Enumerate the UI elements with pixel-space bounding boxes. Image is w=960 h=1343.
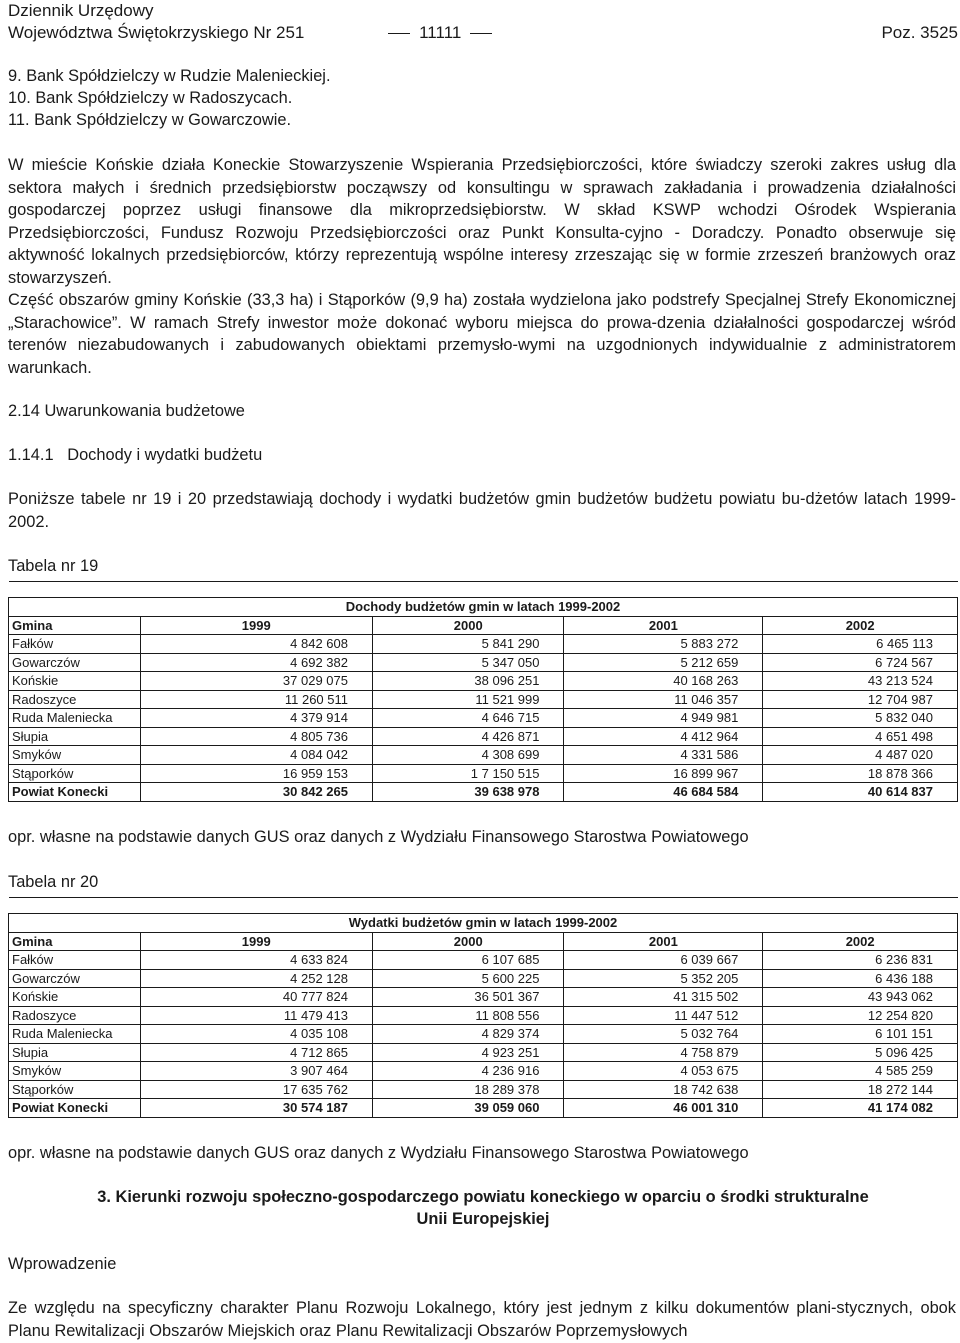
- table-cell: Stąporków: [9, 764, 141, 783]
- table-cell: 4 379 914: [140, 709, 373, 728]
- column-header: 1999: [140, 932, 373, 951]
- table-cell: 38 096 251: [373, 672, 564, 691]
- table-caption: Wydatki budżetów gmin w latach 1999-2002: [9, 914, 958, 933]
- dash-right: [470, 33, 492, 34]
- table-cell: Radoszyce: [9, 690, 141, 709]
- table-cell: Słupia: [9, 1043, 141, 1062]
- table-19: [8, 581, 958, 802]
- table-caption-row: [9, 598, 958, 617]
- source-note-1: opr. własne na podstawie danych GUS oraz danych z Wydziału Finansowego Starostwa Powiatowego: [8, 828, 749, 846]
- table-header-row: [9, 616, 958, 635]
- table-cell: 6 039 667: [564, 951, 763, 970]
- table-cell: 5 600 225: [373, 969, 564, 988]
- table-cell: 41 315 502: [564, 988, 763, 1007]
- table-cell: 6 101 151: [763, 1025, 958, 1044]
- table-19-label: Tabela nr 19: [8, 557, 99, 575]
- table-cell: 6 236 831: [763, 951, 958, 970]
- column-header: 2000: [373, 932, 564, 951]
- table-top-gap: [9, 582, 958, 598]
- table-cell: 6 107 685: [373, 951, 564, 970]
- table-cell: 37 029 075: [140, 672, 373, 691]
- table-cell: 18 878 366: [763, 764, 958, 783]
- table-cell: 6 724 567: [763, 653, 958, 672]
- table-cell: 5 832 040: [763, 709, 958, 728]
- table-cell: 4 758 879: [564, 1043, 763, 1062]
- table-cell: 4 252 128: [140, 969, 373, 988]
- table-cell: Smyków: [9, 1062, 141, 1081]
- table-cell: 4 426 871: [373, 727, 564, 746]
- table-cell: 4 412 964: [564, 727, 763, 746]
- table-cell: 5 352 205: [564, 969, 763, 988]
- table-cell: 11 046 357: [564, 690, 763, 709]
- position-number: Poz. 3525: [881, 23, 958, 42]
- table-cell: 4 487 020: [763, 746, 958, 765]
- table-cell: 5 212 659: [564, 653, 763, 672]
- column-header: 1999: [140, 616, 373, 635]
- table-cell: 18 272 144: [763, 1080, 958, 1099]
- table-cell: 43 213 524: [763, 672, 958, 691]
- table-row: [9, 1006, 958, 1025]
- table-cell: 4 236 916: [373, 1062, 564, 1081]
- paragraph-tables-intro: Poniższe tabele nr 19 i 20 przedstawiają dochody i wydatki budżetów gmin budżetów budżetu powiatu bu-dżetów latach 1999-2002.: [8, 490, 956, 531]
- table-row: [9, 1062, 958, 1081]
- table-cell: 4 331 586: [564, 746, 763, 765]
- table-cell: Smyków: [9, 746, 141, 765]
- table-cell: 36 501 367: [373, 988, 564, 1007]
- table-cell: 4 829 374: [373, 1025, 564, 1044]
- table-cell: Gowarczów: [9, 653, 141, 672]
- table-row: [9, 690, 958, 709]
- table-cell: 17 635 762: [140, 1080, 373, 1099]
- page-header: [8, 0, 958, 44]
- table-cell: 5 032 764: [564, 1025, 763, 1044]
- table-cell: 12 704 987: [763, 690, 958, 709]
- column-header: Gmina: [9, 932, 141, 951]
- table-cell: 4 585 259: [763, 1062, 958, 1081]
- table-cell: 4 805 736: [140, 727, 373, 746]
- table-row: [9, 672, 958, 691]
- table-cell: 4 651 498: [763, 727, 958, 746]
- table-cell: 40 777 824: [140, 988, 373, 1007]
- table-row: [9, 746, 958, 765]
- table-cell: 4 923 251: [373, 1043, 564, 1062]
- table-cell: 46 684 584: [564, 783, 763, 802]
- table-cell: 18 289 378: [373, 1080, 564, 1099]
- table-cell: 4 035 108: [140, 1025, 373, 1044]
- chapter-3-heading-line2: Unii Europejskiej: [416, 1210, 550, 1228]
- table-cell: 39 638 978: [373, 783, 564, 802]
- table-cell: 4 646 715: [373, 709, 564, 728]
- table-cell: 5 347 050: [373, 653, 564, 672]
- bank-list: [8, 65, 956, 131]
- table-total-row: [9, 1099, 958, 1118]
- source-note-2: opr. własne na podstawie danych GUS oraz danych z Wydziału Finansowego Starostwa Powiatowego: [8, 1144, 749, 1162]
- table-cell: 5 883 272: [564, 635, 763, 654]
- table-cell: 30 574 187: [140, 1099, 373, 1118]
- dash-left: [388, 33, 410, 34]
- paragraph-sse: Część obszarów gminy Końskie (33,3 ha) i Stąporków (9,9 ha) została wydzielona jako podstrefy Specjalnej Strefy Ekonomicznej „Starachowice”. W ramach Strefy inwestor może dokonać wyboru miejsca do prowa-dzenia działalności gospodarczej wśród terenów niezabudowanych i zabudowanych obiektami przemysło-wymi na uzgodnionych indywidualnie z administratorem warunkach.: [8, 291, 956, 377]
- table-cell: 39 059 060: [373, 1099, 564, 1118]
- table-cell: 5 096 425: [763, 1043, 958, 1062]
- table-cell: 40 614 837: [763, 783, 958, 802]
- table-cell: 3 907 464: [140, 1062, 373, 1081]
- table-cell: 18 742 638: [564, 1080, 763, 1099]
- table-cell: Ruda Maleniecka: [9, 1025, 141, 1044]
- table-row: [9, 653, 958, 672]
- table-caption: Dochody budżetów gmin w latach 1999-2002: [9, 598, 958, 617]
- table-cell: Słupia: [9, 727, 141, 746]
- table-cell: 11 447 512: [564, 1006, 763, 1025]
- table-caption-row: [9, 914, 958, 933]
- table-row: [9, 635, 958, 654]
- table-cell: 46 001 310: [564, 1099, 763, 1118]
- table-cell: 4 842 608: [140, 635, 373, 654]
- paragraph-kswp: W mieście Końskie działa Koneckie Stowarzyszenie Wspierania Przedsiębiorczości, które świadczy szeroki zakres usług dla sektora małych i średnich przedsiębiorstw począwszy od konsultingu w sprawach zakładania i prowadzenia działalności gospodarczej poprzez usługi finansowe dla mikroprzedsiębiorstw. W skład KSWP wchodzi Ośrodek Wspierania Przedsiębiorczości, Fundusz Rozwoju Przedsiębiorczości oraz Punkt Konsulta-cyjno - Doradczy. Ponadto obserwuje się aktywność lokalnych przedsiębiorców, którzy reprezentują wspólne interesy zrzeszając się w formie zrzeszeń branżowych oraz stowarzyszeń.: [8, 156, 956, 287]
- section-heading-1-14-1: 1.14.1 Dochody i wydatki budżetu: [8, 446, 263, 464]
- list-item: 10. Bank Spółdzielczy w Radoszycach.: [8, 89, 293, 107]
- column-header: 2002: [763, 616, 958, 635]
- table-row: [9, 709, 958, 728]
- table-cell: 11 808 556: [373, 1006, 564, 1025]
- table-cell: 12 254 820: [763, 1006, 958, 1025]
- table-cell: Fałków: [9, 951, 141, 970]
- table-cell: 11 260 511: [140, 690, 373, 709]
- table-cell: 6 436 188: [763, 969, 958, 988]
- page-number-group: [384, 22, 496, 44]
- section-heading-2-14: 2.14 Uwarunkowania budżetowe: [8, 402, 245, 420]
- table-cell: 4 633 824: [140, 951, 373, 970]
- table-cell: Powiat Konecki: [9, 1099, 141, 1118]
- table-cell: 4 949 981: [564, 709, 763, 728]
- introduction-heading: Wprowadzenie: [8, 1255, 117, 1273]
- table-cell: Powiat Konecki: [9, 783, 141, 802]
- column-header: 2001: [564, 616, 763, 635]
- column-header: 2001: [564, 932, 763, 951]
- list-item: 11. Bank Spółdzielczy w Gowarczowie.: [8, 111, 292, 129]
- column-header: Gmina: [9, 616, 141, 635]
- table-row: [9, 951, 958, 970]
- table-row: [9, 1080, 958, 1099]
- table-top-gap: [9, 898, 958, 914]
- table-20: [8, 897, 958, 1118]
- table-cell: Fałków: [9, 635, 141, 654]
- table-20-label: Tabela nr 20: [8, 873, 99, 891]
- table-cell: 4 053 675: [564, 1062, 763, 1081]
- table-cell: 11 479 413: [140, 1006, 373, 1025]
- table-cell: Stąporków: [9, 1080, 141, 1099]
- table-cell: Gowarczów: [9, 969, 141, 988]
- table-cell: 16 899 967: [564, 764, 763, 783]
- chapter-3-heading: [8, 1186, 958, 1230]
- table-row: [9, 1025, 958, 1044]
- table-row: [9, 988, 958, 1007]
- table-cell: 4 308 699: [373, 746, 564, 765]
- table-row: [9, 1043, 958, 1062]
- table-cell: 4 712 865: [140, 1043, 373, 1062]
- table-cell: 41 174 082: [763, 1099, 958, 1118]
- page-number: 11111: [419, 23, 462, 42]
- table-cell: 30 842 265: [140, 783, 373, 802]
- chapter-3-heading-line1: 3. Kierunki rozwoju społeczno-gospodarczego powiatu koneckiego w oparciu o środki strukturalne: [97, 1188, 869, 1206]
- table-row: [9, 727, 958, 746]
- table-cell: Radoszyce: [9, 1006, 141, 1025]
- table-cell: Końskie: [9, 672, 141, 691]
- table-cell: 43 943 062: [763, 988, 958, 1007]
- column-header: 2002: [763, 932, 958, 951]
- column-header: 2000: [373, 616, 564, 635]
- list-item: 9. Bank Spółdzielczy w Rudzie Malenieckiej.: [8, 67, 331, 85]
- table-cell: 4 084 042: [140, 746, 373, 765]
- publisher-line: Województwa Świętokrzyskiego Nr 251: [8, 23, 305, 42]
- table-row: [9, 764, 958, 783]
- table-cell: 5 841 290: [373, 635, 564, 654]
- table-cell: 4 692 382: [140, 653, 373, 672]
- table-row: [9, 969, 958, 988]
- table-cell: Ruda Maleniecka: [9, 709, 141, 728]
- journal-title: Dziennik Urzędowy: [8, 1, 154, 20]
- table-cell: 40 168 263: [564, 672, 763, 691]
- table-header-row: [9, 932, 958, 951]
- table-cell: 11 521 999: [373, 690, 564, 709]
- table-total-row: [9, 783, 958, 802]
- table-cell: 1 7 150 515: [373, 764, 564, 783]
- table-cell: 16 959 153: [140, 764, 373, 783]
- table-cell: Końskie: [9, 988, 141, 1007]
- paragraph-final: Ze względu na specyficzny charakter Planu Rozwoju Lokalnego, który jest jednym z kilku dokumentów plani-stycznych, obok Planu Rewitalizacji Obszarów Miejskich oraz Planu Rewitalizacji Obszarów Poprzemysłowych: [8, 1299, 956, 1340]
- table-cell: 6 465 113: [763, 635, 958, 654]
